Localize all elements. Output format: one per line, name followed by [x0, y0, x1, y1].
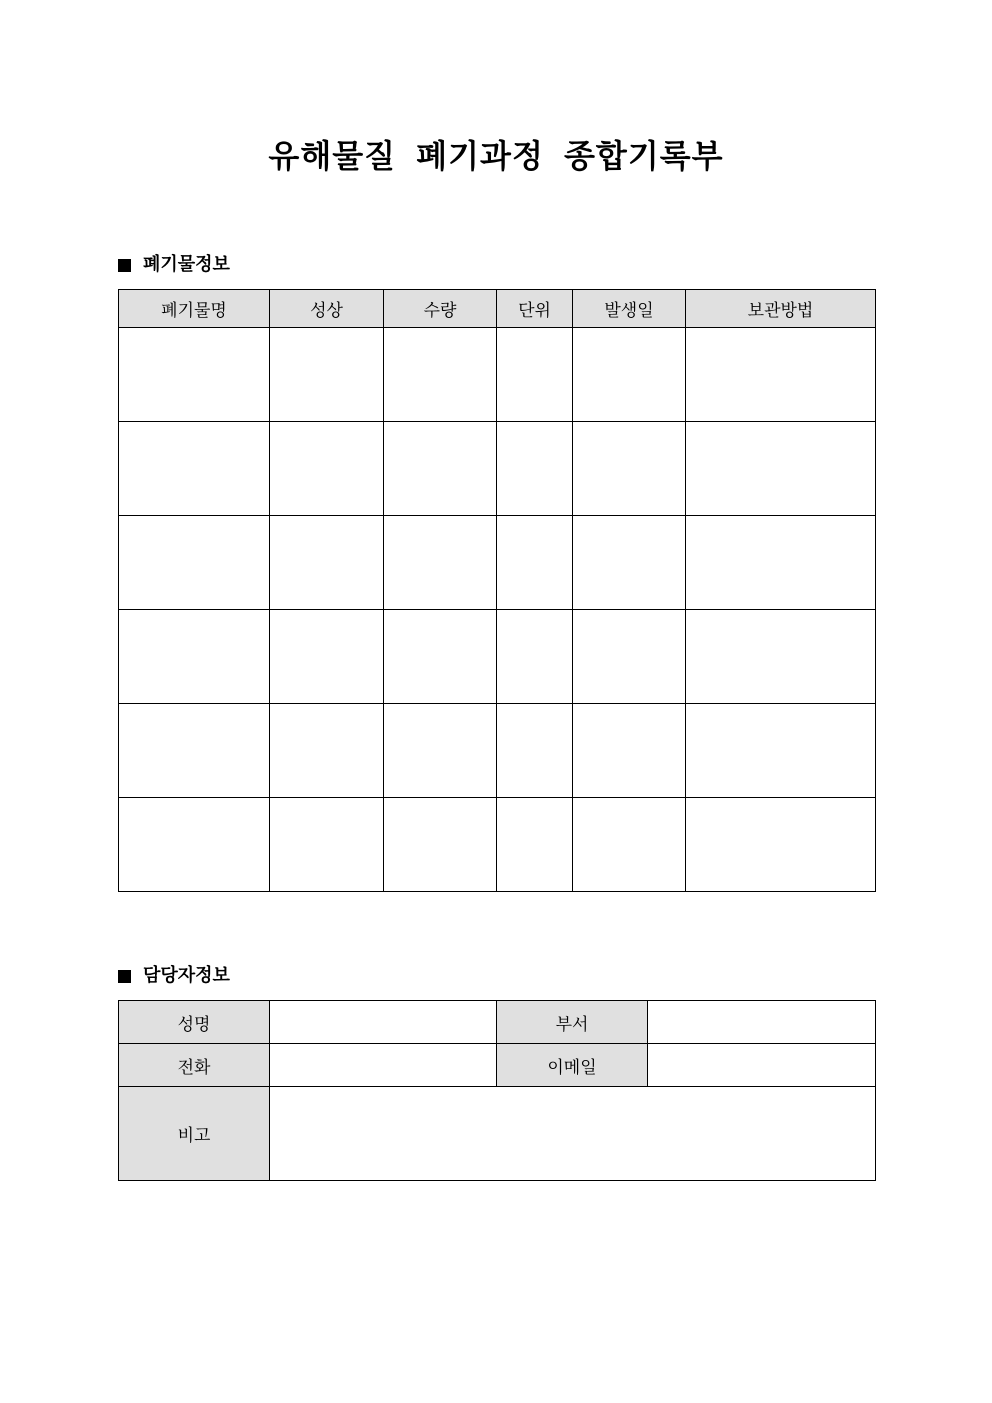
unit-cell[interactable]	[497, 610, 573, 704]
date-cell[interactable]	[573, 704, 686, 798]
email-field[interactable]	[648, 1044, 876, 1087]
waste-name-cell[interactable]	[119, 704, 270, 798]
storage-cell[interactable]	[686, 704, 876, 798]
manager-info-heading	[118, 964, 230, 988]
column-header-waste-name: 폐기물명	[119, 290, 270, 328]
manager-row-name	[119, 1001, 876, 1044]
quantity-cell[interactable]	[384, 610, 497, 704]
unit-cell[interactable]	[497, 328, 573, 422]
email-label: 이메일	[497, 1044, 648, 1087]
table-row	[119, 328, 876, 422]
column-header-quantity: 수량	[384, 290, 497, 328]
column-header-unit: 단위	[497, 290, 573, 328]
table-row	[119, 422, 876, 516]
square-bullet-icon	[118, 970, 131, 983]
unit-cell[interactable]	[497, 516, 573, 610]
date-cell[interactable]	[573, 610, 686, 704]
unit-cell[interactable]	[497, 704, 573, 798]
unit-cell[interactable]	[497, 422, 573, 516]
square-bullet-icon	[118, 259, 131, 272]
document-title: 유해물질 폐기과정 종합기록부	[268, 137, 724, 175]
waste-table-header-row	[119, 290, 876, 328]
waste-name-cell[interactable]	[119, 610, 270, 704]
table-row	[119, 798, 876, 892]
waste-info-table	[118, 289, 876, 892]
date-cell[interactable]	[573, 798, 686, 892]
date-cell[interactable]	[573, 328, 686, 422]
column-header-storage: 보관방법	[686, 290, 876, 328]
waste-name-cell[interactable]	[119, 422, 270, 516]
phone-field[interactable]	[270, 1044, 497, 1087]
storage-cell[interactable]	[686, 328, 876, 422]
storage-cell[interactable]	[686, 610, 876, 704]
quantity-cell[interactable]	[384, 422, 497, 516]
name-label: 성명	[119, 1001, 270, 1044]
remarks-label: 비고	[119, 1087, 270, 1181]
manager-row-remarks	[119, 1087, 876, 1181]
quantity-cell[interactable]	[384, 328, 497, 422]
date-cell[interactable]	[573, 422, 686, 516]
storage-cell[interactable]	[686, 798, 876, 892]
waste-info-heading-text: 폐기물정보	[143, 254, 230, 275]
name-field[interactable]	[270, 1001, 497, 1044]
table-row	[119, 704, 876, 798]
date-cell[interactable]	[573, 516, 686, 610]
waste-name-cell[interactable]	[119, 798, 270, 892]
state-cell[interactable]	[270, 610, 384, 704]
manager-row-contact	[119, 1044, 876, 1087]
state-cell[interactable]	[270, 328, 384, 422]
storage-cell[interactable]	[686, 516, 876, 610]
waste-name-cell[interactable]	[119, 328, 270, 422]
phone-label: 전화	[119, 1044, 270, 1087]
state-cell[interactable]	[270, 704, 384, 798]
state-cell[interactable]	[270, 798, 384, 892]
manager-info-table	[118, 1000, 876, 1181]
column-header-state: 성상	[270, 290, 384, 328]
manager-info-heading-text: 담당자정보	[143, 965, 230, 986]
storage-cell[interactable]	[686, 422, 876, 516]
table-row	[119, 610, 876, 704]
table-row	[119, 516, 876, 610]
quantity-cell[interactable]	[384, 516, 497, 610]
remarks-field[interactable]	[270, 1087, 876, 1181]
quantity-cell[interactable]	[384, 798, 497, 892]
state-cell[interactable]	[270, 422, 384, 516]
department-field[interactable]	[648, 1001, 876, 1044]
waste-info-heading	[118, 253, 230, 277]
waste-name-cell[interactable]	[119, 516, 270, 610]
column-header-date: 발생일	[573, 290, 686, 328]
state-cell[interactable]	[270, 516, 384, 610]
quantity-cell[interactable]	[384, 704, 497, 798]
unit-cell[interactable]	[497, 798, 573, 892]
department-label: 부서	[497, 1001, 648, 1044]
